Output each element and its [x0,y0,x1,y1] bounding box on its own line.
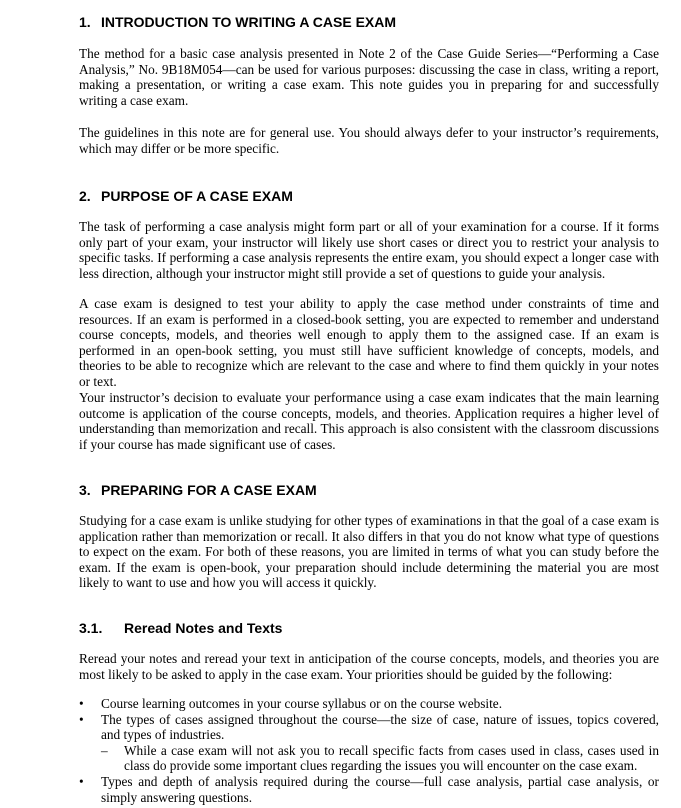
section-3-paragraph-1: Studying for a case exam is unlike studying for other types of examinations in that the goal of a case exam is application rather than memorization or recall. It also differs in that you do not know what type of questions to expect on the exam. For both of these reasons, you are limited in terms of what you can study before the exam. If the exam is open-book, your preparation should include determining the material you are most likely to want to use and how you will access it quickly. [79,513,659,591]
section-2-number: 2. [79,188,91,204]
section-1-heading [79,14,396,31]
sub-list-item-text: While a case exam will not ask you to recall specific facts from cases used in class, cases used in class do provide some important clues regarding the issues you will encounter on the case exam. [124,742,659,774]
bullet-list [79,696,659,805]
section-2-title: PURPOSE OF A CASE EXAM [101,188,293,204]
section-3-1-heading [79,620,282,637]
section-2-paragraph-1: The task of performing a case analysis might form part or all of your examination for a course. If it forms only part of your exam, your instructor will likely use short cases or direct you to restrict your analysis to specific tasks. If performing a case analysis represents the entire exam, you should expect a longer case with less direction, although your instructor might still provide a set of questions to guide your analysis. [79,219,659,281]
section-1-title: INTRODUCTION TO WRITING A CASE EXAM [101,14,397,30]
sub-list-item [101,743,659,774]
section-3-1-number: 3.1. [79,620,103,636]
section-1-paragraph-1: The method for a basic case analysis presented in Note 2 of the Case Guide Series—“Performing a Case Analysis,” No. 9B18M054—can be used for various purposes: discussing the case in class, writing a report, making a presentation, or writing a case exam. This note guides you in preparing for and successfully writing a case exam. [79,46,659,108]
list-item [79,774,659,805]
section-2-paragraph-2: A case exam is designed to test your ability to apply the case method under constraints of time and resources. If an exam is performed in a closed-book setting, you are expected to remember and understand course concepts, models, and theories well enough to apply them to the assigned case. If an exam is performed in an open-book setting, you must still have sufficient knowledge of concepts, models, and theories to be able to recognize which are relevant to the case and where to find them quickly in your notes or text. [79,296,659,389]
list-item-text: Course learning outcomes in your course syllabus or on the course website. [101,696,503,711]
section-3-heading [79,482,317,499]
list-item-text: The types of cases assigned throughout the course—the size of case, nature of issues, topics covered, and types of industries. [101,711,659,743]
list-item [79,696,659,712]
sub-list [101,743,659,774]
section-1-paragraph-2: The guidelines in this note are for general use. You should always defer to your instructor’s requirements, which may differ or be more specific. [79,125,659,156]
section-3-number: 3. [79,482,91,498]
section-1-number: 1. [79,14,91,30]
bullet-marker: • [79,711,84,727]
section-3-1-title: Reread Notes and Texts [124,620,283,636]
section-3-title: PREPARING FOR A CASE EXAM [101,482,317,498]
section-2-paragraph-3: Your instructor’s decision to evaluate your performance using a case exam indicates that the main learning outcome is application of the course concepts, models, and theories. Application requires a higher level of understanding than memorization and recall. This approach is also consistent with the classroom discussions if your course has made significant use of cases. [79,390,659,452]
list-item-text: Types and depth of analysis required during the course—full case analysis, partial case analysis, or simply answering questions. [101,773,659,805]
dash-marker: – [101,742,108,758]
list-item [79,712,659,774]
section-3-1-paragraph-1: Reread your notes and reread your text in anticipation of the course concepts, models, and theories you are most likely to be asked to apply in the case exam. Your priorities should be guided by the following: [79,651,659,682]
section-2-heading [79,188,293,205]
bullet-marker: • [79,773,84,789]
bullet-marker: • [79,696,84,711]
